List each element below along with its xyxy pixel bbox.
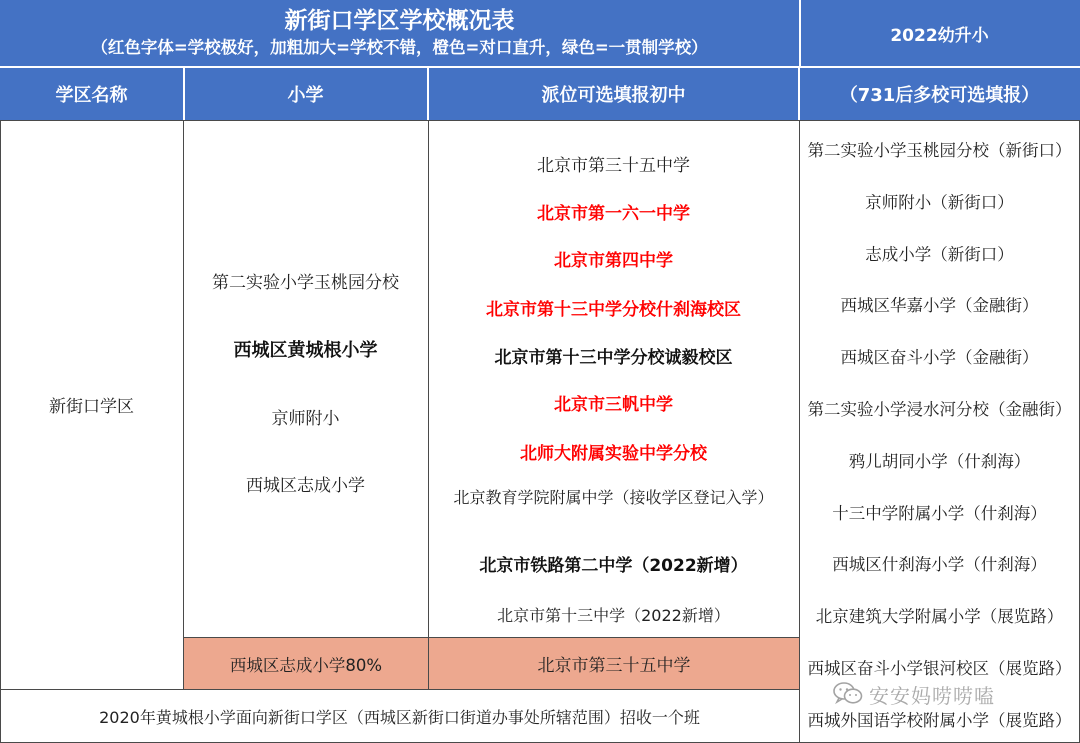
header-divider xyxy=(798,68,800,120)
grid-line xyxy=(183,637,799,638)
footer-note: 2020年黄城根小学面向新街口学区（西城区新街口街道办事处所辖范围）招收一个班 xyxy=(99,708,700,727)
table-legend: （红色字体=学校极好，加粗加大=学校不错，橙色=对口直升，绿色=一贯制学校） xyxy=(91,38,708,57)
middle-school-item: 北京市三帆中学 xyxy=(554,395,673,415)
middle-school-item: 北京市第四中学 xyxy=(554,251,673,271)
watermark-text: 安安妈唠唠嗑 xyxy=(869,683,995,708)
direct-primary-cell xyxy=(184,638,428,689)
col-header-middle-label: 派位可选填报初中 xyxy=(541,85,686,106)
year-label: 2022幼升小 xyxy=(890,25,989,46)
direct-primary: 西城区志成小学80% xyxy=(229,655,383,675)
multi-school-item: 西城区奋斗小学（金融街） xyxy=(840,348,1039,367)
multi-school-item: 鸦儿胡同小学（什刹海） xyxy=(848,452,1031,471)
watermark xyxy=(833,677,995,711)
middle-school-item: 北京市第三十五中学 xyxy=(537,156,690,176)
primary-school-item: 第二实验小学玉桃园分校 xyxy=(212,273,399,293)
footer-note-cell xyxy=(0,690,799,743)
multi-school-item: 京师附小（新街口） xyxy=(865,193,1014,212)
year-label-cell xyxy=(799,0,1080,66)
header-divider xyxy=(0,66,1080,68)
primary-school-list xyxy=(183,120,428,637)
primary-school-item: 西城区志成小学 xyxy=(246,476,365,496)
wechat-icon xyxy=(833,681,863,707)
multi-school-item: 志成小学（新街口） xyxy=(865,245,1014,264)
table-title: 新街口学区学校概况表 xyxy=(284,8,515,34)
header-divider xyxy=(183,68,185,120)
table-title-cell xyxy=(0,0,799,66)
multi-school-item: 北京建筑大学附属小学（展览路） xyxy=(815,607,1064,626)
col-header-primary-label: 小学 xyxy=(287,85,324,106)
district-cell xyxy=(0,120,183,689)
primary-school-item: 西城区黄城根小学 xyxy=(233,340,378,361)
col-header-middle xyxy=(428,68,799,120)
grid-line xyxy=(0,689,799,690)
grid-line xyxy=(428,120,429,690)
middle-school-item: 北京市第一六一中学 xyxy=(537,204,690,224)
middle-school-item: 北京市第十三中学分校什刹海校区 xyxy=(486,300,741,320)
grid-line xyxy=(183,120,184,690)
col-header-multi-label: （731后多校可选填报） xyxy=(839,85,1040,106)
multi-school-item: 西城区华嘉小学（金融街） xyxy=(840,296,1039,315)
col-header-district xyxy=(0,68,183,120)
header-divider xyxy=(799,0,801,66)
district-name: 新街口学区 xyxy=(49,397,134,417)
multi-school-item: 西城区奋斗小学银河校区（展览路） xyxy=(807,659,1072,678)
multi-school-item: 西城外国语学校附属小学（展览路） xyxy=(807,711,1072,730)
middle-school-list xyxy=(428,120,799,637)
multi-school-item: 十三中学附属小学（什刹海） xyxy=(832,504,1047,523)
direct-middle-cell xyxy=(429,638,799,689)
middle-school-item: 北京市第十三中学（2022新增） xyxy=(497,606,730,625)
middle-school-item: 北京市第十三中学分校诚毅校区 xyxy=(494,348,733,368)
middle-school-item: 北京市铁路第二中学（2022新增） xyxy=(479,556,748,576)
multi-school-item: 西城区什刹海小学（什刹海） xyxy=(832,555,1047,574)
middle-school-item: 北师大附属实验中学分校 xyxy=(520,444,707,464)
grid-line xyxy=(799,120,800,743)
primary-school-item: 京师附小 xyxy=(271,409,340,429)
multi-school-item: 第二实验小学浸水河分校（金融街） xyxy=(807,400,1072,419)
direct-middle: 北京市第三十五中学 xyxy=(537,656,691,676)
grid-line xyxy=(0,120,1080,121)
col-header-district-label: 学区名称 xyxy=(55,85,128,106)
col-header-multi xyxy=(799,68,1080,120)
col-header-primary xyxy=(183,68,428,120)
grid-line xyxy=(0,120,1,743)
header-divider xyxy=(427,68,429,120)
middle-school-item: 北京教育学院附属中学（接收学区登记入学） xyxy=(453,488,774,507)
multi-school-item: 第二实验小学玉桃园分校（新街口） xyxy=(807,141,1072,160)
